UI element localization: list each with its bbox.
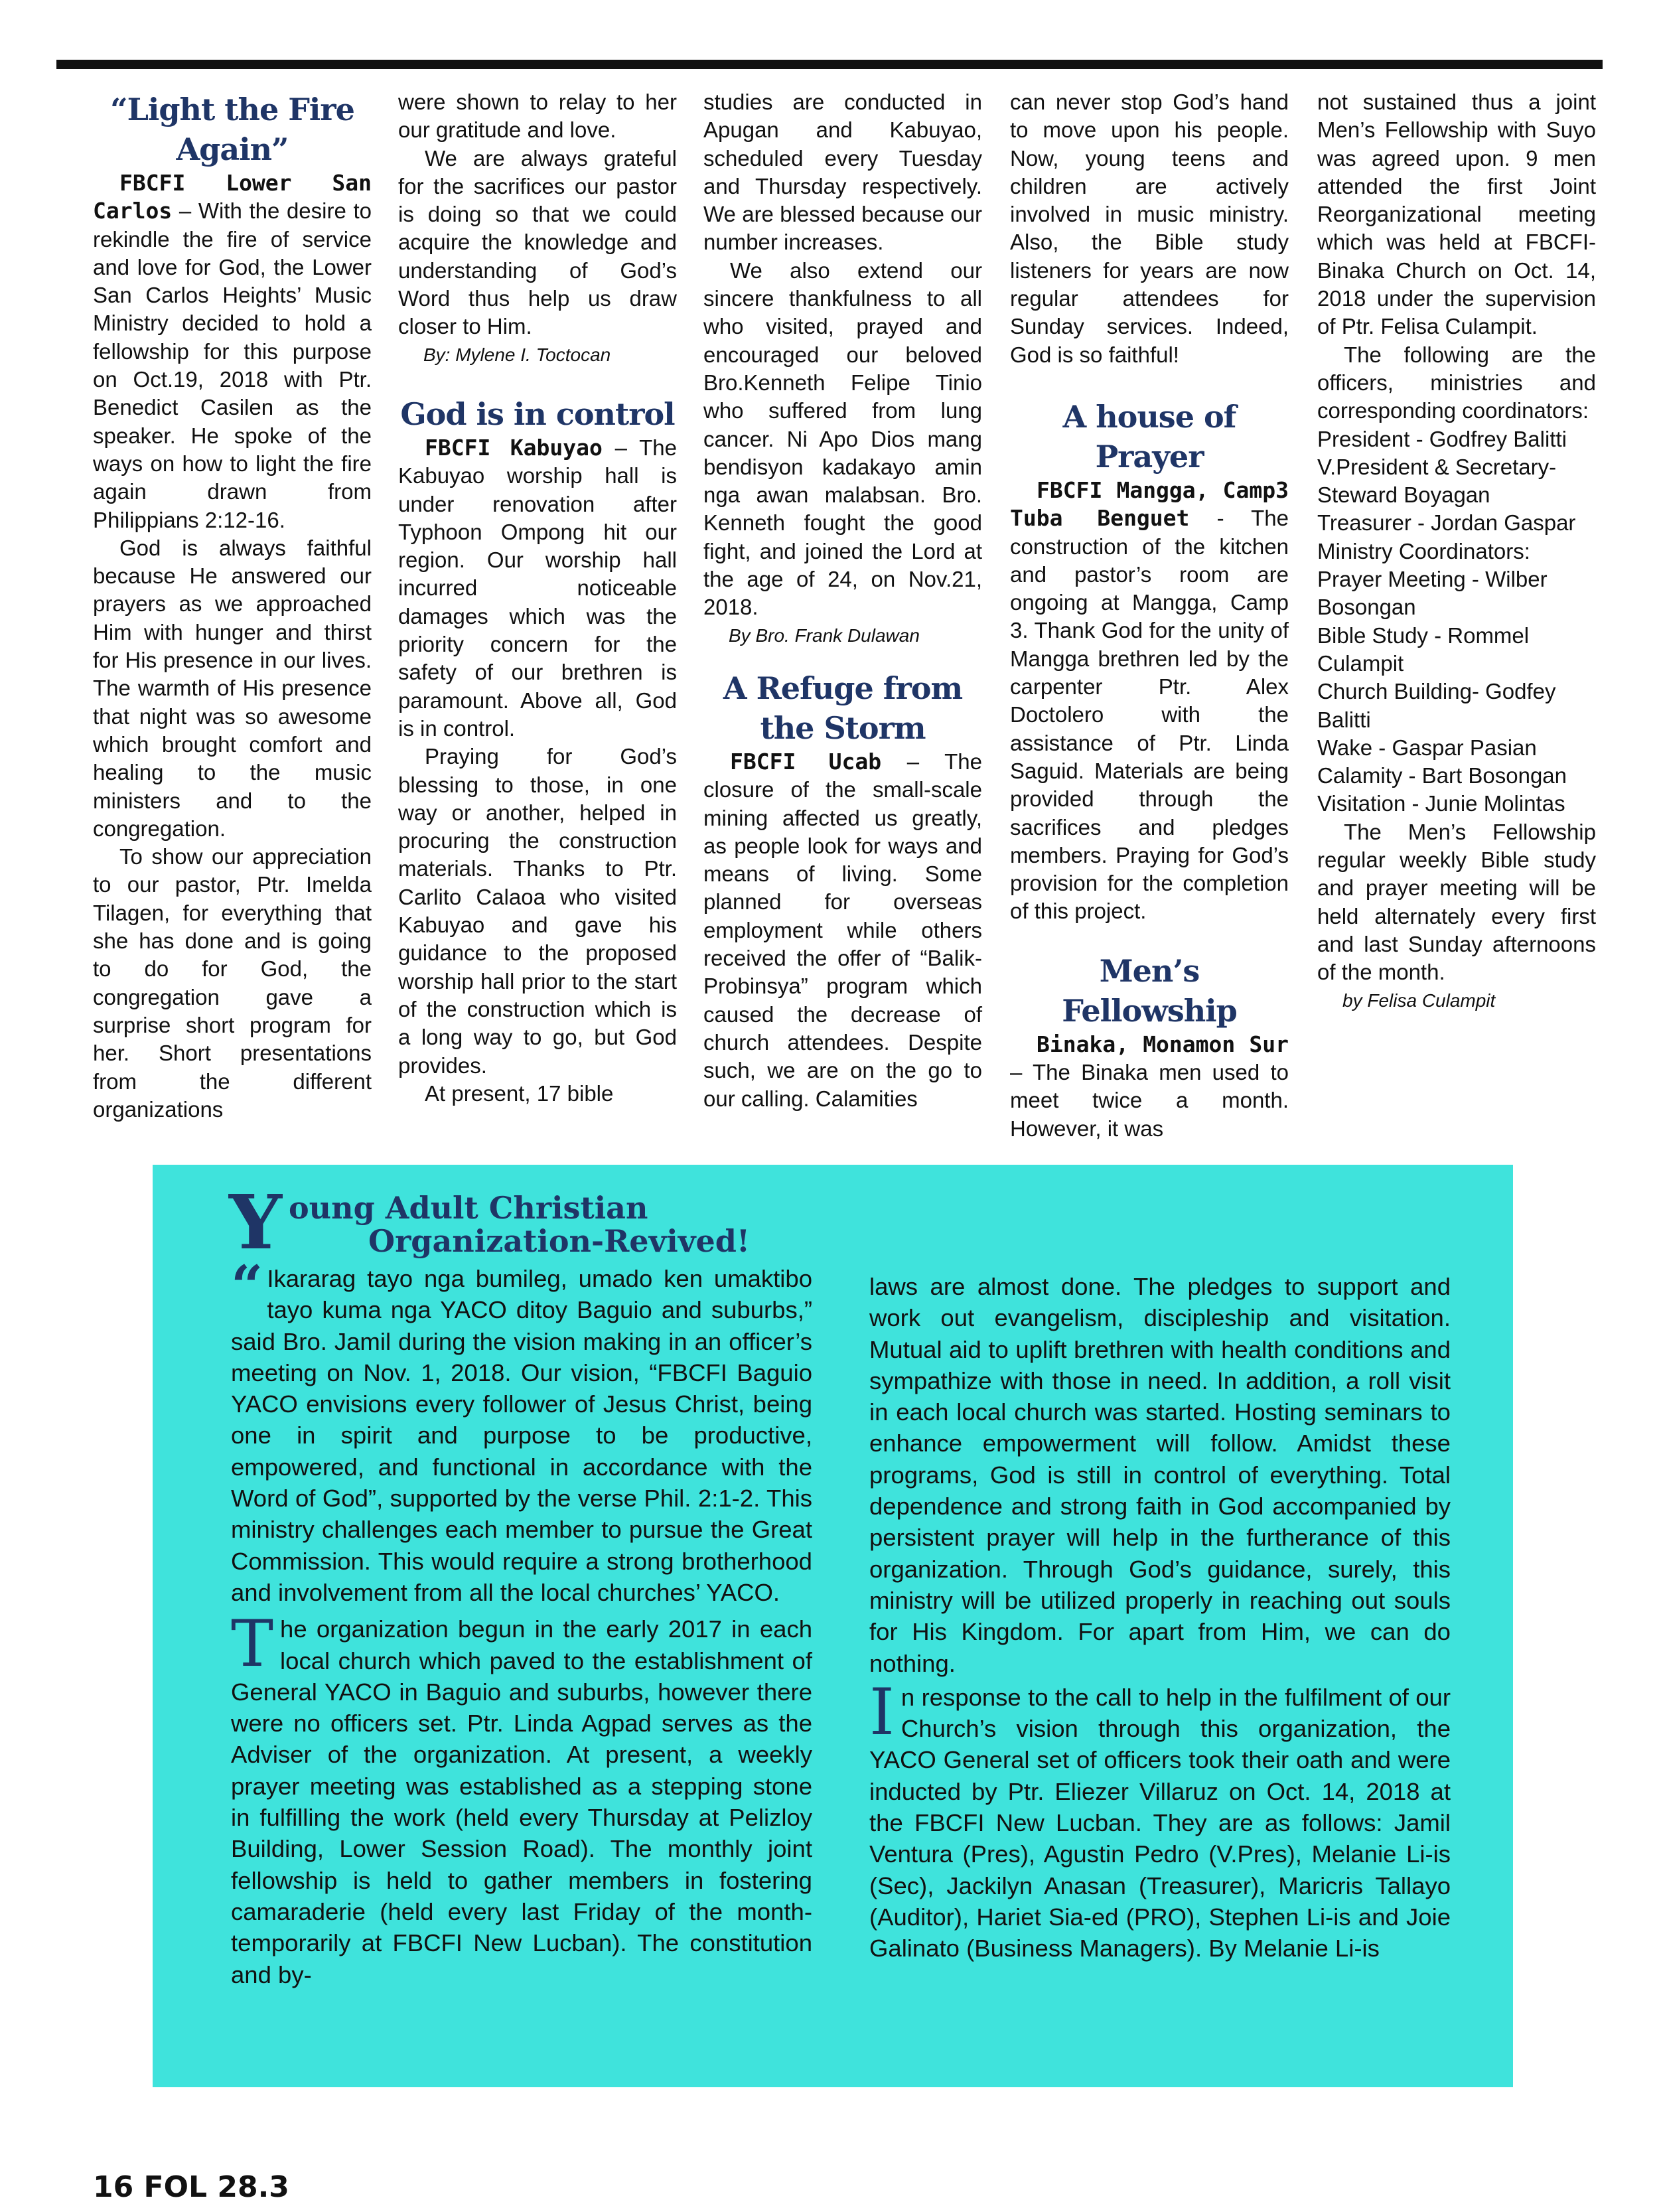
article-paragraph: The following are the officers, ministries and corresponding coordinators: — [1317, 342, 1596, 423]
column-2 — [398, 88, 677, 1108]
title-line-2: Organization-Revived! — [368, 1223, 751, 1259]
feature-text: Ikararag tayo nga bumileg, umado ken umaktibo tayo kuma nga YACO ditoy Baguio and suburbs,” said Bro. Jamil during the vision making in an officer’s meeting on Nov. 1, 2018. Our vision, “FBCFI Baguio YACO envisions every follower of Jesus Christ, being one in spirit and purpose to be productive, empowered, and functional in accordance with the Word of God”, supported by the verse Phil. 2:1-2. This ministry challenges each member to pursue the Great Commission. This would require a strong brotherhood and involvement from all the local churches’ YACO. — [231, 1265, 812, 1606]
feature-box-yaco — [153, 1165, 1513, 2087]
list-item: Calamity - Bart Bosongan — [1317, 763, 1567, 788]
list-item: Prayer Meeting - Wilber Bosongan — [1317, 567, 1548, 620]
feature-paragraph — [231, 1253, 812, 1608]
article-paragraph: can never stop God’s hand to move upon his people. Now, young teens and children are actively involved in music ministry. Also, the Bible study listeners for years are now regular attendees for Sunday services. Indeed, God is so faithful! — [1010, 90, 1289, 367]
quote-mark: “ — [231, 1253, 263, 1319]
title-initial: Y — [229, 1179, 282, 1266]
article-text: – The closure of the small-scale mining affected us greatly, as people look for ways and means of living. Some planned for overseas employment while others received the offer of “Balik-Probinsya” program which caused the decrease of church attendees. Despite such, we are on the go to our calling. Calamities — [703, 749, 982, 1111]
article-paragraph — [93, 169, 372, 534]
list-item: Ministry Coordinators: — [1317, 538, 1530, 563]
article-text: – The Kabuyao worship hall is under renovation after Typhoon Ompong hit our region. Our worship hall incurred noticeable damages which was the priority concern for the safety of our brethren is paramount. Above all, God is in control. — [398, 435, 677, 741]
feature-text: n response to the call to help in the fulfilment of our Church’s vision through this organization, the YACO General set of officers took their oath and were inducted by Ptr. Eliezer Villaruz on Oct. 14, 2018 at the FBCFI New Lucban. They are as follows: Jamil Ventura (Pres), Agustin Pedro (V.Pres), Melanie Li-is (Sec), Jackilyn Anasan (Treasurer), Maricris Tallayo (Auditor), Hariet Sia-ed (PRO), Stephen Li-is and Joie Galinato (Business Managers). By Melanie Li-is — [869, 1683, 1451, 1962]
drop-cap: T — [231, 1607, 274, 1682]
article-paragraph: studies are conducted in Apugan and Kabuyao, scheduled every Tuesday and Thursday respectively. We are blessed because our number increases. — [703, 90, 982, 255]
feature-text: he organization begun in the early 2017 in each local church which paved to the establishment of General YACO in Baguio and suburbs, however there were no officers set. Ptr. Linda Agpad serves as the Adviser of the organization. At present, a weekly prayer meeting was established as a stepping stone in fulfilling the work (held every Thursday at Pelizloy Building, Lower Session Road). The monthly joint fellowship is held to gather members in fostering camaraderie (held every last Friday of the month- temporarily at FBCFI New Lucban). The constitution and by- — [231, 1615, 812, 1988]
article-paragraph: Praying for God’s blessing to those, in one way or another, helped in procuring the construction materials. Thanks to Ptr. Carlito Calaoa who visited Kabuyao and gave his guidance to the proposed worship hall prior to the start of the construction which is a long way to go, but God provides. — [398, 744, 677, 1078]
article-paragraph: The Men’s Fellowship regular weekly Bible study and prayer meeting will be held alternately every first and last Sunday afternoons of the month. — [1317, 819, 1596, 985]
article-paragraph: not sustained thus a joint Men’s Fellowship with Suyo was agreed upon. 9 men attended the first Joint Reorganizational meeting which was held at FBCFI- Binaka Church on Oct. 14, 2018 under the supervision of Ptr. Felisa Culampit. — [1317, 90, 1596, 339]
article-lead: FBCFI Ucab — [730, 748, 882, 774]
article-paragraph: We are always grateful for the sacrifices our pastor is doing so that we could acquire the knowledge and understanding of God’s Word thus help us draw closer to Him. — [398, 145, 677, 339]
article-paragraph — [1010, 1031, 1289, 1143]
article-paragraph: God is always faithful because He answered our prayers as we approached Him with hunger and thirst for His presence in our lives. The warmth of His presence that night was so awesome which brought comfort and healing to the music ministers and to the congregation. — [93, 535, 372, 841]
feature-paragraph — [231, 1607, 812, 1990]
list-item: Visitation - Junie Molintas — [1317, 791, 1565, 816]
top-rule — [56, 60, 1603, 69]
feature-column-right — [869, 1271, 1451, 1964]
feature-column-left — [231, 1253, 812, 1990]
list-item: Bible Study - Rommel Culampit — [1317, 623, 1530, 676]
article-paragraph: At present, 17 bible — [425, 1080, 614, 1106]
list-item: Treasurer - Jordan Gaspar — [1317, 510, 1576, 536]
article-paragraph: To show our appreciation to our pastor, Ptr. Imelda Tilagen, for everything that she has done and is going to do for God, the congregation gave a surprise short program for her. Short presentations from the different organizations — [93, 844, 372, 1122]
feature-paragraph — [869, 1674, 1451, 1964]
article-paragraph: We also extend our sincere thankfulness to all who visited, prayed and encouraged our beloved Bro.Kenneth Felipe Tinio who suffered from lung cancer. Ni Apo Dios mang bendisyon kadakayo amin nga awan malabsan. Bro. Kenneth fought the good fight, and joined the Lord at the age of 24, on Nov.21, 2018. — [703, 258, 982, 620]
article-paragraph: were shown to relay to her our gratitude and love. — [398, 90, 677, 143]
list-item: Church Building- Godfey Balitti — [1317, 679, 1556, 732]
article-title-light-the-fire: “Light the Fire Again” — [110, 92, 354, 167]
list-item: Wake - Gaspar Pasian — [1317, 735, 1537, 760]
column-5 — [1317, 88, 1596, 1015]
article-title-house-of-prayer: A house of Prayer — [1062, 398, 1236, 475]
column-4 — [1010, 88, 1289, 1143]
article-text: - The construction of the kitchen and pastor’s room are ongoing at Mangga, Camp 3. Thank God for the unity of Mangga brethren led by the carpenter Ptr. Alex Doctolero with the assistance of Ptr. Linda Saguid. Materials are being provided through the sacrifices and pledges members. Praying for God’s provision for the completion of this project. — [1010, 506, 1289, 924]
article-text: – The Binaka men used to meet twice a month. However, it was — [1010, 1060, 1289, 1141]
list-item: President - Godfrey Balitti — [1317, 426, 1567, 451]
article-lead: FBCFI Kabuyao — [425, 434, 603, 461]
officer-list — [1317, 425, 1596, 818]
drop-cap: I — [869, 1674, 895, 1749]
article-lead: FBCFI Lower San Carlos — [93, 170, 372, 224]
article-lead: Binaka, Monamon Sur — [1037, 1031, 1289, 1057]
list-item: V.President & Secretary-Steward Boyagan — [1317, 454, 1557, 508]
article-title-mens-fellowship: Men’s Fellowship — [1062, 952, 1237, 1029]
byline: by Felisa Culampit — [1342, 990, 1496, 1011]
article-lead: FBCFI Mangga, Camp3 Tuba Benguet — [1010, 477, 1289, 532]
page-folio: 16 FOL 28.3 — [93, 2170, 289, 2204]
title-line-1: oung Adult Christian — [289, 1190, 648, 1226]
article-text: – With the desire to rekindle the fire of service and love for God, the Lower San Carlos Heights’ Music Ministry decided to hold a fellowship for this purpose on Oct.19, 2018 with Ptr. Benedict Casilen as the speaker. He spoke of the ways on how to light the fire again drawn from Philippians 2:12-16. — [93, 198, 372, 532]
article-paragraph — [398, 434, 677, 743]
article-title-refuge-from-storm: A Refuge from the Storm — [723, 670, 963, 746]
column-1 — [93, 88, 372, 1124]
article-title-god-is-in-control: God is in control — [400, 396, 675, 432]
byline: By: Mylene I. Toctocan — [423, 344, 611, 365]
article-paragraph — [703, 748, 982, 1113]
byline: By Bro. Frank Dulawan — [729, 625, 920, 646]
column-3 — [703, 88, 982, 1113]
article-paragraph — [1010, 477, 1289, 926]
feature-paragraph: laws are almost done. The pledges to support and work out evangelism, discipleship and visitation. Mutual aid to uplift brethren with health conditions and sympathize with those in need. In addition, a roll visit in each local church was started. Hosting seminars to enhance empowerment will follow. Amidst these programs, God is still in control of everything. Total dependence and strong faith in God accompanied by persistent prayer will help in the furtherance of this organization. Through God’s guidance, surely, this ministry will be utilized properly in reaching out souls for His Kingdom. For apart from Him, we can do nothing. — [869, 1273, 1451, 1677]
